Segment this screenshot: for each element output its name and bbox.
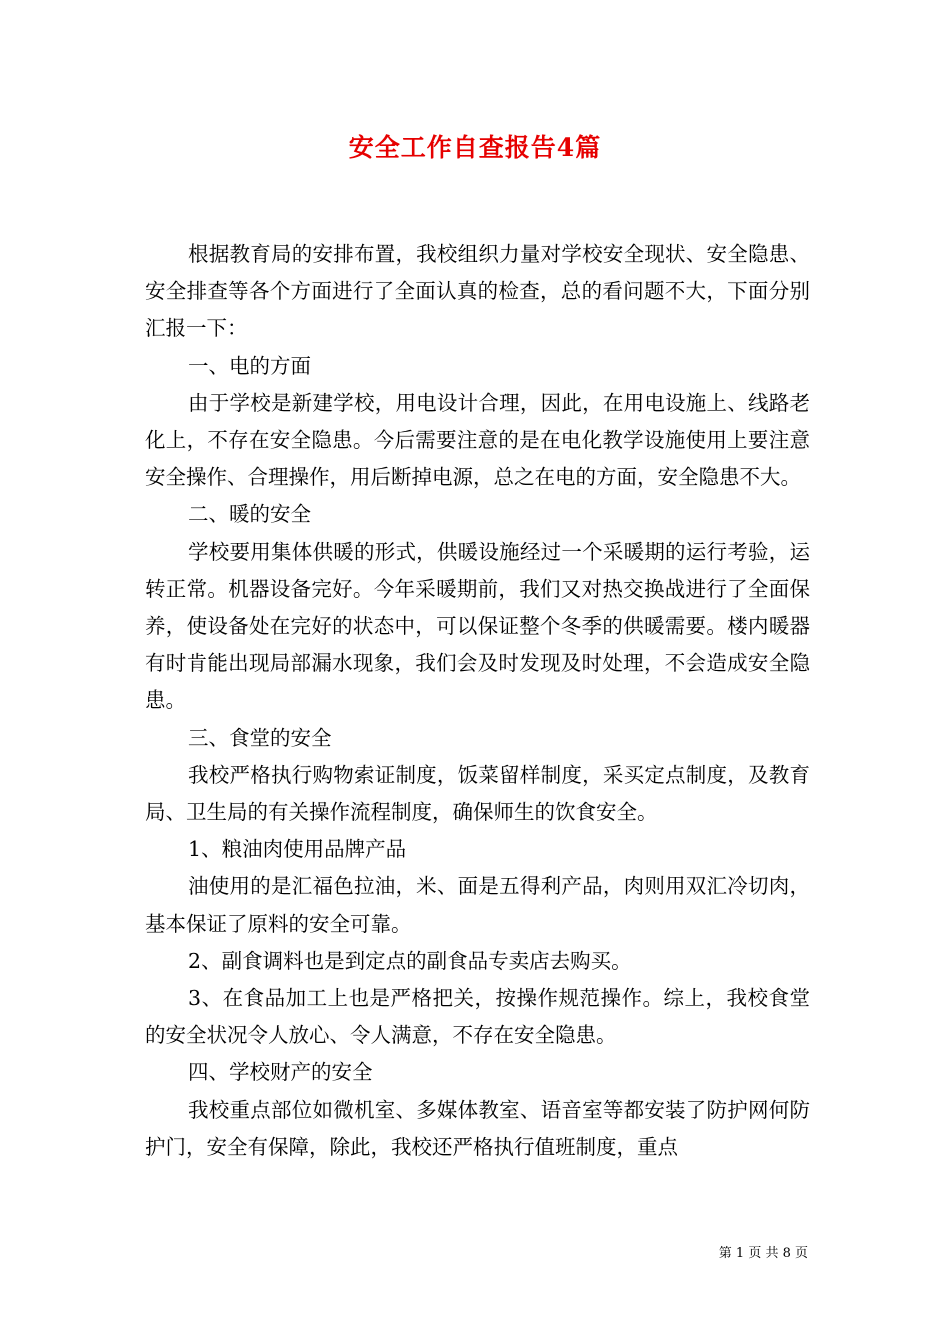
paragraph-condiments: 2、副食调料也是到定点的副食品专卖店去购买。 (188, 948, 632, 973)
subheading-grain-oil-meat: 1、粮油肉使用品牌产品 (188, 837, 407, 862)
section-heading-property: 四、学校财产的安全 (188, 1060, 373, 1085)
section-heading-heating: 二、暖的安全 (188, 502, 312, 527)
paragraph-ingredients: 油使用的是汇福色拉油，米、面是五得利产品，肉则用双汇冷切肉，基本保证了原料的安全可靠。 (145, 874, 810, 936)
page-number-footer: 第 1 页 共 8 页 (718, 1246, 808, 1261)
paragraph-property: 我校重点部位如微机室、多媒体教室、语音室等都安装了防护网何防护门，安全有保障，除此，我校还严格执行值班制度，重点 (145, 1097, 810, 1159)
paragraph-intro: 根据教育局的安排布置，我校组织力量对学校安全现状、安全隐患、安全排查等各个方面进行了全面认真的检查，总的看问题不大，下面分别汇报一下： (145, 242, 810, 341)
section-heading-canteen: 三、食堂的安全 (188, 725, 332, 750)
document-body (145, 236, 810, 1166)
document-title: 安全工作自查报告4篇 (348, 133, 602, 162)
section-heading-electricity: 一、电的方面 (188, 353, 312, 378)
paragraph-canteen: 我校严格执行购物索证制度，饭菜留样制度，采买定点制度，及教育局、卫生局的有关操作流程制度，确保师生的饮食安全。 (145, 762, 810, 825)
paragraph-heating: 学校要用集体供暖的形式，供暖设施经过一个采暖期的运行考验，运转正常。机器设备完好。今年采暖期前，我们又对热交换战进行了全面保养，使设备处在完好的状态中，可以保证整个冬季的供暖需要。楼内暖器有时肯能出现局部漏水现象，我们会及时发现及时处理，不会造成安全隐患。 (145, 539, 810, 713)
paragraph-food-processing: 3、在食品加工上也是严格把关，按操作规范操作。综上，我校食堂的安全状况令人放心、令人满意，不存在安全隐患。 (145, 986, 810, 1048)
paragraph-electricity: 由于学校是新建学校，用电设计合理，因此，在用电设施上、线路老化上，不存在安全隐患。今后需要注意的是在电化教学设施使用上要注意安全操作、合理操作，用后断掉电源，总之在电的方面，安全隐患不大。 (145, 390, 810, 490)
